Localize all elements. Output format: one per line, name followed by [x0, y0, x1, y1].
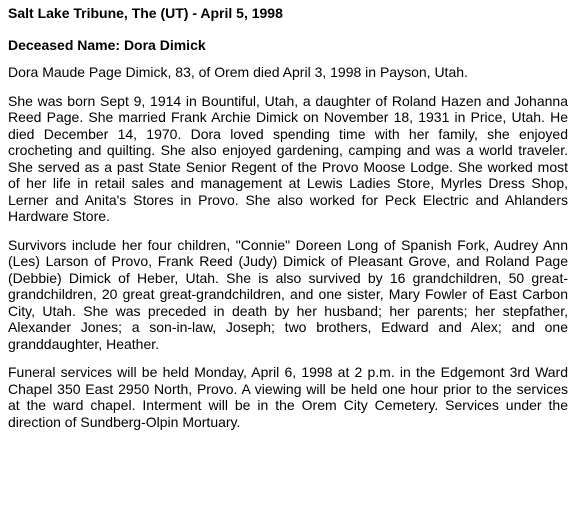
deceased-name-heading: Deceased Name: Dora Dimick: [8, 37, 206, 53]
obituary-services-paragraph: Funeral services will be held Monday, April 6, 1998 at 2 p.m. in the Edgemont 3rd Ward Chapel 350 East 2950 North, Provo. A viewing will be held one hour prior to the services at the ward chapel. Interment will be in the Orem City Cemetery. Services under the direction of Sundberg-Olpin Mortuary.: [8, 364, 568, 430]
publication-source-heading: Salt Lake Tribune, The (UT) - April 5, 1998: [8, 5, 283, 21]
obituary-survivors-paragraph: Survivors include her four children, "Connie" Doreen Long of Spanish Fork, Audrey Ann (Les) Larson of Provo, Frank Reed (Judy) Dimick of Pleasant Grove, and Roland Page (Debbie) Dimick of Heber, Utah. She is also survived by 16 grandchildren, 50 great-grandchildren, 20 great great-grandchildren, and one sister, Mary Fowler of East Carbon City, Utah. She was preceded in death by her husband; her parents; her stepfather, Alexander Jones; a son-in-law, Joseph; two brothers, Edward and Alex; and one granddaughter, Heather.: [8, 236, 568, 352]
obituary-summary-paragraph: Dora Maude Page Dimick, 83, of Orem died April 3, 1998 in Payson, Utah.: [8, 64, 468, 80]
obituary-biography-paragraph: She was born Sept 9, 1914 in Bountiful, Utah, a daughter of Roland Hazen and Johanna Reed Page. She married Frank Archie Dimick on November 18, 1931 in Price, Utah. He died December 14, 1970. Dora loved spending time with her family, she enjoyed crocheting and quilting. She also enjoyed gardening, camping and was a world traveler. She served as a past State Senior Regent of the Provo Moose Lodge. She worked most of her life in retail sales and management at Lewis Ladies Store, Myrles Dress Shop, Lerner and Anita's Stores in Provo. She also worked for Peck Electric and Ahlanders Hardware Store.: [8, 92, 568, 224]
